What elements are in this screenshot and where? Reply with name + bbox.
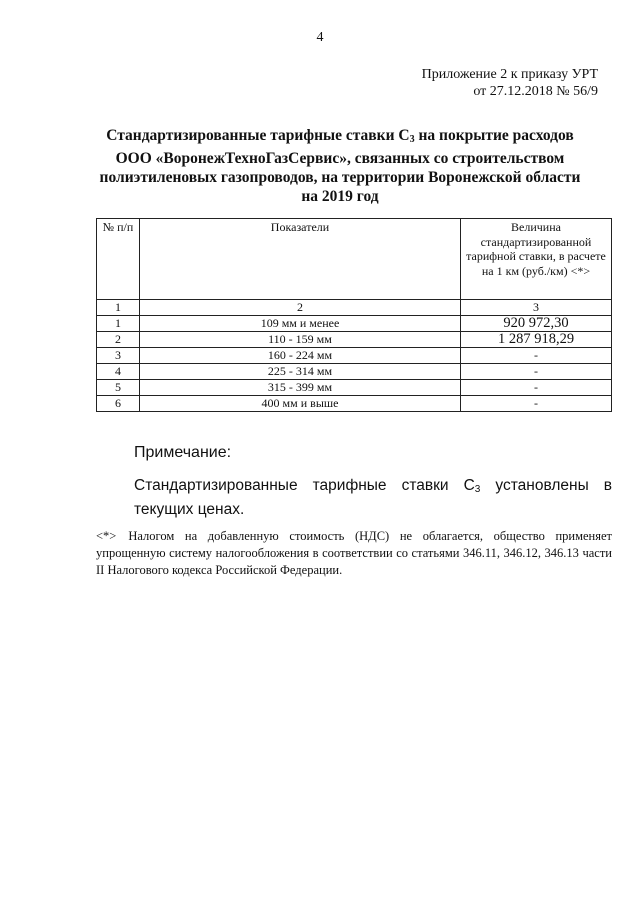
title-part-2: на покрытие расходов <box>414 127 574 144</box>
appendix-line-2: от 27.12.2018 № 56/9 <box>473 84 598 99</box>
title-part-1: Стандартизированные тарифные ставки С <box>106 127 410 144</box>
row-num: 2 <box>97 332 140 348</box>
table-index-row <box>97 300 612 316</box>
row-num: 3 <box>97 348 140 364</box>
row-value: 920 972,30 <box>461 316 612 332</box>
row-value: - <box>461 364 612 380</box>
row-num: 6 <box>97 396 140 412</box>
table-row <box>97 348 612 364</box>
row-value: - <box>461 380 612 396</box>
row-indicator: 400 мм и выше <box>140 396 461 412</box>
row-indicator: 160 - 224 мм <box>140 348 461 364</box>
title-line-1 <box>70 126 610 149</box>
row-indicator: 109 мм и менее <box>140 316 461 332</box>
title-line-3: полиэтиленовых газопроводов, на территории Воронежской области <box>99 169 581 186</box>
footnote-text: Налогом на добавленную стоимость (НДС) не облагается, общество применяет упрощенную систему налогообложения в соответствии со статьями 346.11, 346.12, 346.13 части II Налогового кодекса Российской Федерации. <box>96 529 612 577</box>
footnote-mark: <*> <box>96 529 117 543</box>
note-label: Примечание: <box>134 444 232 461</box>
tariff-rates-table <box>96 218 612 412</box>
row-indicator: 315 - 399 мм <box>140 380 461 396</box>
index-cell-2: 2 <box>140 300 461 316</box>
header-value: Величина стандартизированной тарифной ставки, в расчете на 1 км (руб./км) <*> <box>461 219 612 300</box>
table-header-row <box>97 219 612 300</box>
note-text <box>134 476 612 520</box>
row-value: - <box>461 348 612 364</box>
index-cell-3: 3 <box>461 300 612 316</box>
row-value: 1 287 918,29 <box>461 332 612 348</box>
table-row <box>97 380 612 396</box>
title-line-2: ООО «ВоронежТехноГазСервис», связанных со строительством <box>115 150 565 167</box>
row-value: - <box>461 396 612 412</box>
appendix-reference <box>422 66 598 100</box>
title-line-4: на 2019 год <box>301 188 379 205</box>
table-row <box>97 396 612 412</box>
header-indicator: Показатели <box>140 219 461 300</box>
header-num: № п/п <box>97 219 140 300</box>
note-text-part-2: установлены в текущих ценах. <box>134 477 612 518</box>
footnote <box>96 528 612 579</box>
table-row <box>97 316 612 332</box>
note-text-part-1: Стандартизированные тарифные ставки С <box>134 477 475 494</box>
title-subscript: 3 <box>409 134 415 145</box>
row-num: 5 <box>97 380 140 396</box>
row-indicator: 225 - 314 мм <box>140 364 461 380</box>
table-row <box>97 364 612 380</box>
document-title <box>70 126 610 206</box>
appendix-line-1: Приложение 2 к приказу УРТ <box>421 67 598 82</box>
index-cell-1: 1 <box>97 300 140 316</box>
row-num: 4 <box>97 364 140 380</box>
page-number: 4 <box>316 30 324 45</box>
row-indicator: 110 - 159 мм <box>140 332 461 348</box>
table-row <box>97 332 612 348</box>
row-num: 1 <box>97 316 140 332</box>
note-subscript: 3 <box>474 484 481 495</box>
